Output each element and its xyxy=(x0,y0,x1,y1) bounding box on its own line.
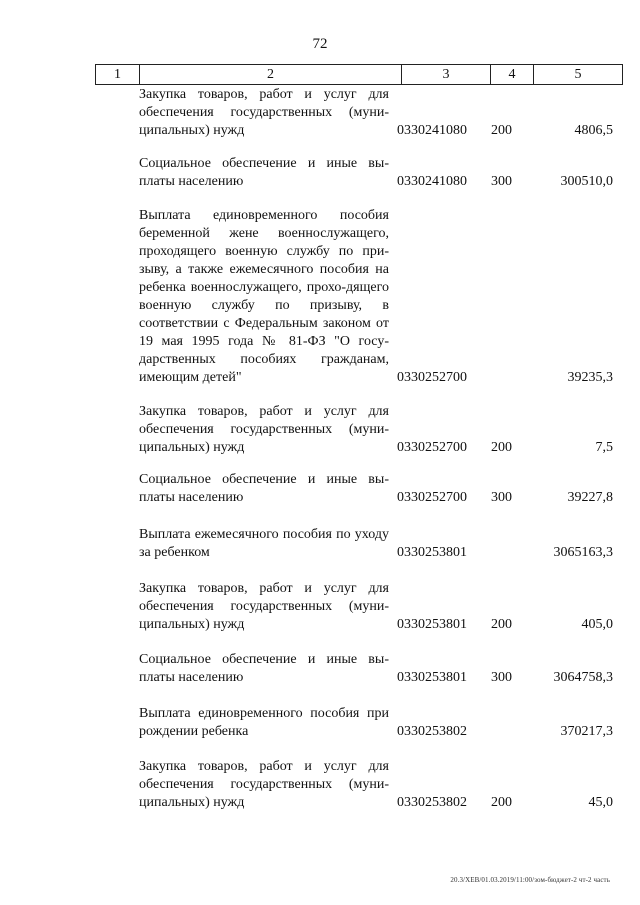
row-code: 0330252700 xyxy=(397,440,467,455)
row-description: Закупка товаров, работ и услуг для обеспечения государственных (муни-ципальных) нужд xyxy=(139,581,389,632)
row-description: Закупка товаров, работ и услуг для обеспечения государственных (муни-ципальных) нужд xyxy=(139,759,389,810)
row-type: 200 xyxy=(491,617,512,632)
row-description: Выплата единовременного пособия беременной жене военнослужащего, проходящего военную службу по при-зыву, а также ежемесячного пособия на ребенка военнослужащего, прохо-дящего военную службу по призыву, в соответствии с Федеральным законом от 19 мая 1995 года № 81-ФЗ "О госу-дарственных пособиях гражданам, имеющим детей" xyxy=(139,208,389,385)
row-description: Выплата единовременного пособия при рождении ребенка xyxy=(139,706,389,739)
row-code: 0330253801 xyxy=(397,617,467,632)
row-type: 200 xyxy=(491,795,512,810)
row-type: 300 xyxy=(491,490,512,505)
table-header-row xyxy=(95,64,623,85)
row-type: 200 xyxy=(491,440,512,455)
row-code: 0330253802 xyxy=(397,795,467,810)
row-description: Выплата ежемесячного пособия по уходу за ребенком xyxy=(139,527,389,560)
row-code: 0330253802 xyxy=(397,724,467,739)
row-amount: 3064758,3 xyxy=(553,670,613,685)
row-amount: 39235,3 xyxy=(567,370,613,385)
row-code: 0330252700 xyxy=(397,490,467,505)
row-code: 0330252700 xyxy=(397,370,467,385)
row-description: Закупка товаров, работ и услуг для обеспечения государственных (муни-ципальных) нужд xyxy=(139,87,389,138)
header-col-5: 5 xyxy=(574,67,582,82)
row-code: 0330241080 xyxy=(397,123,467,138)
header-col-1: 1 xyxy=(96,65,140,84)
row-amount: 39227,8 xyxy=(567,490,613,505)
row-amount: 370217,3 xyxy=(560,724,613,739)
page-number: 72 xyxy=(312,36,328,52)
row-description: Социальное обеспечение и иные вы-платы населению xyxy=(139,156,389,189)
row-code: 0330253801 xyxy=(397,670,467,685)
row-type: 200 xyxy=(491,123,512,138)
document-footer-code: 20.3/ХЕВ/01.03.2019/11:00/зом-бюджет-2 чт-2 часть xyxy=(450,876,610,884)
row-code: 0330241080 xyxy=(397,174,467,189)
row-amount: 300510,0 xyxy=(560,174,613,189)
row-description: Социальное обеспечение и иные вы-платы населению xyxy=(139,472,389,505)
row-amount: 3065163,3 xyxy=(553,545,613,560)
row-amount: 45,0 xyxy=(588,795,613,810)
row-type: 300 xyxy=(491,174,512,189)
row-code: 0330253801 xyxy=(397,545,467,560)
header-col-4: 4 xyxy=(491,65,534,84)
row-amount: 4806,5 xyxy=(574,123,613,138)
header-col-2: 2 xyxy=(140,65,402,84)
row-amount: 405,0 xyxy=(581,617,613,632)
row-description: Социальное обеспечение и иные вы-платы населению xyxy=(139,652,389,685)
header-col-3: 3 xyxy=(402,65,491,84)
row-type: 300 xyxy=(491,670,512,685)
row-description: Закупка товаров, работ и услуг для обеспечения государственных (муни-ципальных) нужд xyxy=(139,404,389,455)
row-amount: 7,5 xyxy=(595,440,613,455)
